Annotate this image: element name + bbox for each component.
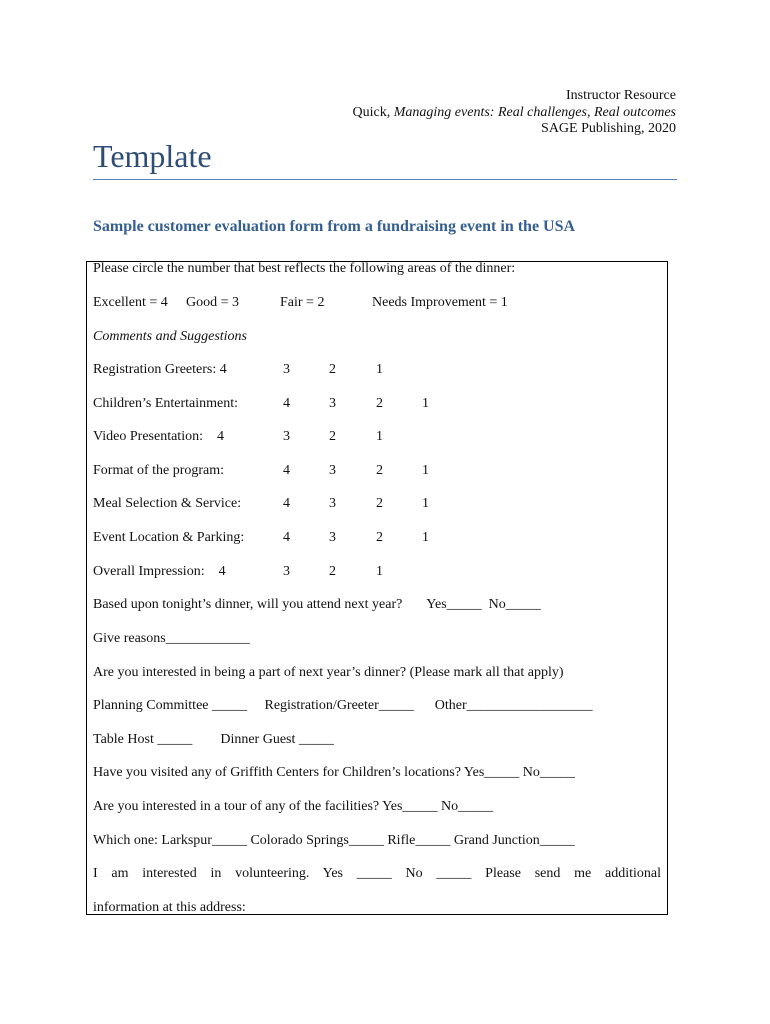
rating-option[interactable]: 2 xyxy=(376,496,383,512)
title-divider xyxy=(93,179,677,180)
scale-excellent: Excellent = 4 xyxy=(93,295,168,310)
rating-label: Meal Selection & Service: xyxy=(93,496,242,512)
document-header xyxy=(353,88,676,138)
rating-option[interactable]: 1 xyxy=(422,395,429,411)
rating-label: Video Presentation: 4 xyxy=(93,429,224,445)
rating-option[interactable]: 1 xyxy=(376,429,383,445)
rating-option[interactable]: 3 xyxy=(283,563,290,579)
comments-heading xyxy=(93,329,247,345)
rating-option[interactable]: 2 xyxy=(376,530,383,545)
rating-label: Registration Greeters: 4 xyxy=(93,362,227,377)
scale-fair: Fair = 2 xyxy=(280,295,325,310)
tour-question[interactable]: Are you interested in a tour of any of the facilities? Yes_____ No_____ xyxy=(93,799,494,814)
citation-author: Quick, xyxy=(352,104,394,120)
rating-option[interactable]: 2 xyxy=(376,462,383,478)
rating-option[interactable]: 1 xyxy=(422,530,429,545)
rating-option[interactable]: 2 xyxy=(329,362,336,377)
rating-option[interactable]: 3 xyxy=(329,530,336,545)
volunteer-address-line: information at this address: xyxy=(93,900,246,915)
facility-choice-line[interactable]: Which one: Larkspur_____ Colorado Springs_____ Rifle_____ Grand Junction_____ xyxy=(93,833,575,848)
rating-option[interactable]: 2 xyxy=(329,563,336,579)
rating-label: Format of the program: xyxy=(93,462,225,478)
rating-option[interactable]: 3 xyxy=(283,429,290,445)
rating-option[interactable]: 2 xyxy=(376,395,383,411)
roles-options-line-2[interactable]: Table Host _____ Dinner Guest _____ xyxy=(93,732,334,747)
form-instruction: Please circle the number that best reflects the following areas of the dinner: xyxy=(93,261,516,276)
evaluation-form-box xyxy=(86,261,668,915)
rating-option[interactable]: 4 xyxy=(283,530,290,545)
rating-label: Event Location & Parking: xyxy=(93,530,245,545)
rating-label: Children’s Entertainment: xyxy=(93,395,239,411)
comments-heading-text: Comments and Suggestions xyxy=(93,329,247,344)
citation-line xyxy=(353,105,676,122)
rating-option[interactable]: 1 xyxy=(422,462,429,478)
scale-needs-improvement: Needs Improvement = 1 xyxy=(372,295,508,310)
rating-option[interactable]: 1 xyxy=(376,563,383,579)
rating-option[interactable]: 3 xyxy=(283,362,290,377)
rating-option[interactable]: 3 xyxy=(329,462,336,478)
section-subtitle: Sample customer evaluation form from a fundraising event in the USA xyxy=(93,218,576,235)
rating-option[interactable]: 1 xyxy=(422,496,429,512)
rating-label: Overall Impression: 4 xyxy=(93,563,226,579)
interest-question: Are you interested in being a part of next year’s dinner? (Please mark all that apply) xyxy=(93,665,564,680)
rating-option[interactable]: 4 xyxy=(283,462,290,478)
publisher-line: SAGE Publishing, 2020 xyxy=(541,121,676,136)
rating-option[interactable]: 3 xyxy=(329,496,336,512)
scale-good: Good = 3 xyxy=(186,295,240,310)
page-title: Template xyxy=(93,138,212,174)
volunteer-line[interactable]: I am interested in volunteering. Yes _____ No _____ Please send me additional xyxy=(93,866,661,881)
visited-question[interactable]: Have you visited any of Griffith Centers for Children’s locations? Yes_____ No_____ xyxy=(93,765,575,780)
give-reasons-field[interactable]: Give reasons____________ xyxy=(93,631,250,646)
rating-option[interactable]: 4 xyxy=(283,395,290,411)
rating-option[interactable]: 4 xyxy=(283,496,290,512)
citation-title: Managing events: Real challenges, Real outcomes xyxy=(393,104,676,120)
roles-options-line[interactable]: Planning Committee _____ Registration/Greeter_____ Other__________________ xyxy=(93,698,593,713)
attend-question: Based upon tonight’s dinner, will you attend next year? Yes_____ No_____ xyxy=(93,597,541,612)
resource-label: Instructor Resource xyxy=(565,88,676,103)
rating-option[interactable]: 2 xyxy=(329,429,336,445)
rating-option[interactable]: 3 xyxy=(329,395,336,411)
rating-option[interactable]: 1 xyxy=(376,362,383,377)
